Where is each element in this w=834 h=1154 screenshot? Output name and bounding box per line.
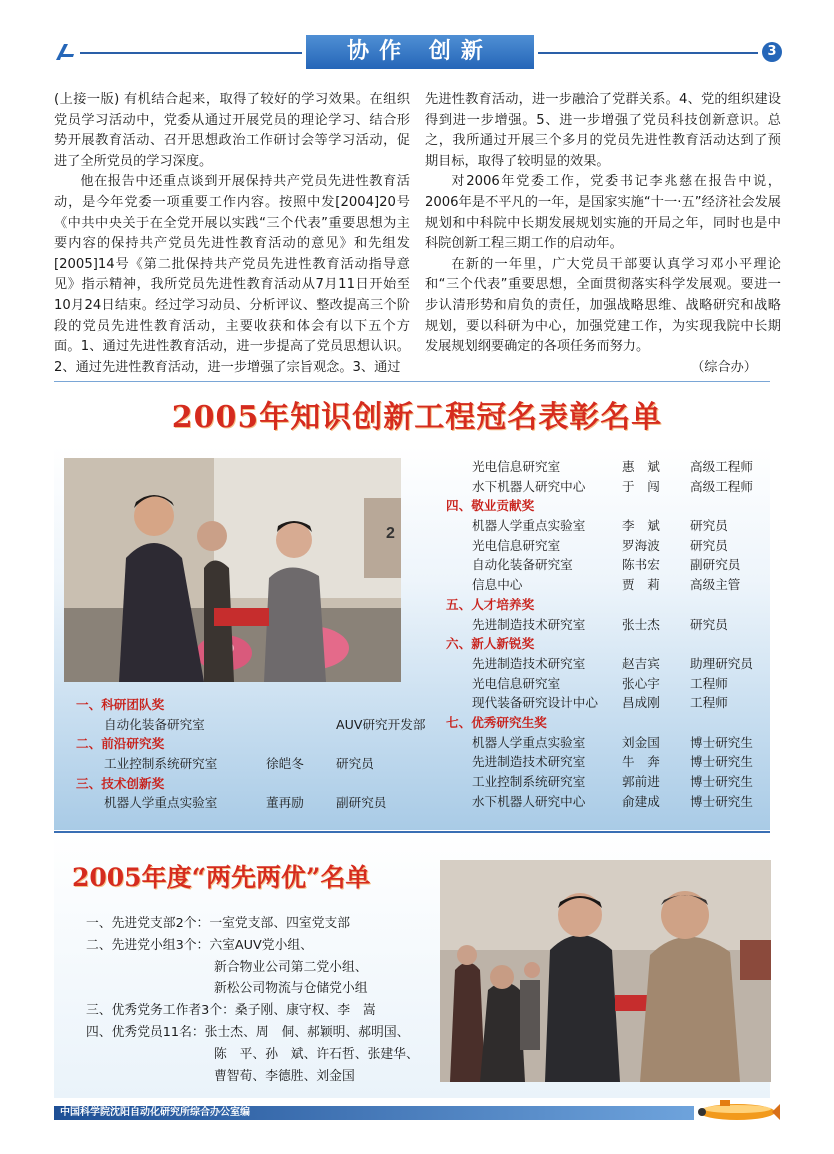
award-unit: AUV研究开发部 [336,716,426,732]
award-name: 董再励 [266,795,304,811]
two-first-text: 曹智荀、李德胜、刘金国 [214,1068,355,1084]
two-first-row [86,1044,446,1066]
article-paragraph: 对2006年党委工作，党委书记李兆慈在报告中说，2006年是不平凡的一年，是国家实施“十一·五”经济社会发展规划和中科院中长期发展规划实施的开局之年，同时也是中科院创新工程三期工作的启动年。 [425,174,781,252]
award-unit: 自动化装备研究室 [104,716,205,732]
two-first-text: 新松公司物流与仓储党小组 [214,981,368,997]
award-unit: 光电信息研究室 [472,537,561,553]
award-name: 惠 斌 [622,459,660,474]
award-unit: 先进制造技术研究室 [472,655,586,671]
award-title: 高级工程师 [690,459,753,474]
award-unit: 机器人学重点实验室 [104,795,218,811]
award-category: 六、新人新锐奖 [446,636,535,652]
award-unit: 现代装备研究设计中心 [472,695,598,711]
award-row [446,496,776,516]
award-unit: 机器人学重点实验室 [472,734,586,750]
header-rule-right [538,52,758,54]
award-name: 郭前进 [622,774,660,789]
award-category: 一、科研团队奖 [76,697,165,712]
award-row [76,793,406,813]
two-first-text: 六室AUV党小组、 [209,937,313,953]
award-ceremony-photo [64,458,401,682]
award-unit: 先进制造技术研究室 [472,754,586,770]
award-name: 李 斌 [622,518,660,534]
award-unit: 机器人学重点实验室 [472,518,586,534]
section-divider [54,381,770,382]
award-name: 陈书宏 [622,557,660,573]
two-first-label: 三、优秀党务工作者3个： [86,1003,235,1019]
award-row [76,734,406,754]
award-row [446,792,776,812]
award-row [446,555,776,575]
award-row [446,615,776,635]
award-unit: 光电信息研究室 [472,675,561,691]
two-first-text: 陈 平、孙 斌、许石哲、张建华、 [214,1046,419,1062]
award-name: 徐皑冬 [266,756,304,772]
award-category: 四、敬业贡献奖 [446,498,535,514]
award-title: 副研究员 [336,795,387,811]
two-first-row [86,913,446,935]
award-row [446,733,776,753]
award-unit: 信息中心 [472,577,523,593]
award-title: 研究员 [336,756,374,772]
two-first-text: 张士杰、周 侗、郝颖明、郝明国、 [204,1024,410,1040]
article-signature: （综合办） [691,359,757,375]
award-name: 刘金国 [622,734,660,750]
award-row [446,457,776,477]
award-row [446,595,776,615]
award-title: 高级主管 [690,577,741,593]
award-category: 七、优秀研究生奖 [446,714,547,730]
article-paragraph: 他在报告中还重点谈到开展保持共产党员先进性教育活动，是今年党委一项重要工作内容。按照中发[2004]20号《中共中央关于在全党开展以实践“三个代表”重要思想为主要内容的保持共产党员先进性教育活动的意见》和先组发[2005]14号《第二批保持共产党员先进性教育活动指导意见》指示精神，我所党员先进性教育活动从7月11日开始至10月24日结束。经过学习动员、分析评议、整改提高三个阶段的党员先进性教育活动，主要收获和体会有以下五个方面。1、通过先进性教育活动，进一步提高了党员思想认识。2、通过先进性教育活动，进一步增强了宗旨观念。3、通过 [54,174,410,375]
award-unit: 水下机器人研究中心 [472,793,586,809]
award-row [446,575,776,595]
award-category: 五、人才培养奖 [446,596,535,612]
award-row [446,713,776,733]
two-first-row [86,1022,446,1044]
two-first-title: 2005年度“两先两优”名单 [72,863,371,892]
award-row [76,754,406,774]
award-name: 张心宇 [622,675,660,691]
award-unit: 先进制造技术研究室 [472,616,586,632]
award-name: 贾 莉 [622,577,660,593]
award-row [446,752,776,772]
section-header: 协作 创新 [306,35,534,69]
award-title: 研究员 [690,518,728,534]
two-first-row [86,978,446,1000]
award-title: 工程师 [690,675,728,691]
two-first-row [86,1066,446,1088]
article-left-column [54,90,410,378]
award-row [446,693,776,713]
award-row [76,715,426,735]
award-unit: 光电信息研究室 [472,459,561,474]
award-name: 昌成刚 [622,695,660,711]
two-first-row [86,1000,446,1022]
award-title: 副研究员 [690,557,741,573]
two-first-text: 桑子刚、康守权、李 嵩 [234,1003,376,1019]
award-name: 张士杰 [622,616,660,632]
award-row [76,774,406,794]
award-row [446,477,776,497]
two-first-text: 新合物业公司第二党小组、 [214,959,368,975]
article-paragraph: 先进性教育活动，进一步融洽了党群关系。4、党的组织建设得到进一步增强。5、进一步增强了党员科技创新意识。总之，我所通过开展三个多月的党员先进性教育活动达到了预期目标，取得了较明显的效果。 [425,92,781,169]
svg-text:2: 2 [386,525,395,542]
award-title: 助理研究员 [690,655,753,671]
award-title: 博士研究生 [690,774,753,789]
award-name: 牛 奔 [622,754,660,770]
award-title: 博士研究生 [690,754,753,770]
two-first-list [86,913,446,1087]
award-row [446,634,776,654]
award-handshake-photo [440,860,771,1082]
award-unit: 水下机器人研究中心 [472,478,586,494]
auv-robot-icon [692,1096,782,1126]
award-title: 研究员 [690,616,728,632]
two-first-label: 一、先进党支部2个： [86,916,210,931]
awards-title: 2005年知识创新工程冠名表彰名单 [171,400,663,435]
award-unit: 工业控制系统研究室 [104,756,218,772]
two-first-label: 四、优秀党员11名： [86,1024,205,1040]
award-name: 赵吉宾 [622,655,660,671]
footer-bar: 中国科学院沈阳自动化研究所综合办公室编 [54,1106,694,1120]
institute-logo-icon [54,42,76,62]
article-paragraph: (上接一版) 有机结合起来，取得了较好的学习效果。在组织党员学习活动中，党委从通过开展党员的理论学习、结合形势开展教育活动、召开思想政治工作研讨会等学习活动，促进了全所党员的学习深度。 [54,92,410,169]
two-first-row [86,935,446,957]
award-title: 研究员 [690,537,728,553]
award-title: 博士研究生 [690,793,753,809]
award-category: 二、前沿研究奖 [76,736,165,752]
award-title: 工程师 [690,695,728,711]
award-row [446,674,776,694]
two-first-label: 二、先进党小组3个： [86,937,210,953]
award-row [76,695,406,715]
award-row [446,536,776,556]
award-name: 俞建成 [622,793,660,809]
award-title: 高级工程师 [690,478,753,494]
two-first-text: 一室党支部、四室党支部 [209,916,351,931]
award-category: 三、技术创新奖 [76,775,165,791]
award-title: 博士研究生 [690,734,753,750]
page-number: 3 [762,42,782,62]
article-right-column [425,90,781,378]
award-row [446,772,776,792]
award-name: 罗海波 [622,537,660,553]
award-unit: 自动化装备研究室 [472,557,573,573]
two-first-row [86,957,446,979]
awards-right-list [446,457,776,811]
award-row [446,654,776,674]
award-name: 于 闯 [622,478,660,494]
award-row [446,516,776,536]
awards-left-list [76,695,426,813]
header-rule-left [80,52,302,54]
award-unit: 工业控制系统研究室 [472,774,586,789]
article-paragraph: 在新的一年里，广大党员干部要认真学习邓小平理论和“三个代表”重要思想，全面贯彻落实科学发展观。要进一步认清形势和肩负的责任，加强战略思维、战略研究和战略规划，要以科研为中心，加强党建工作，为实现我院中长期发展规划纲要确定的各项任务而努力。 [425,256,781,355]
